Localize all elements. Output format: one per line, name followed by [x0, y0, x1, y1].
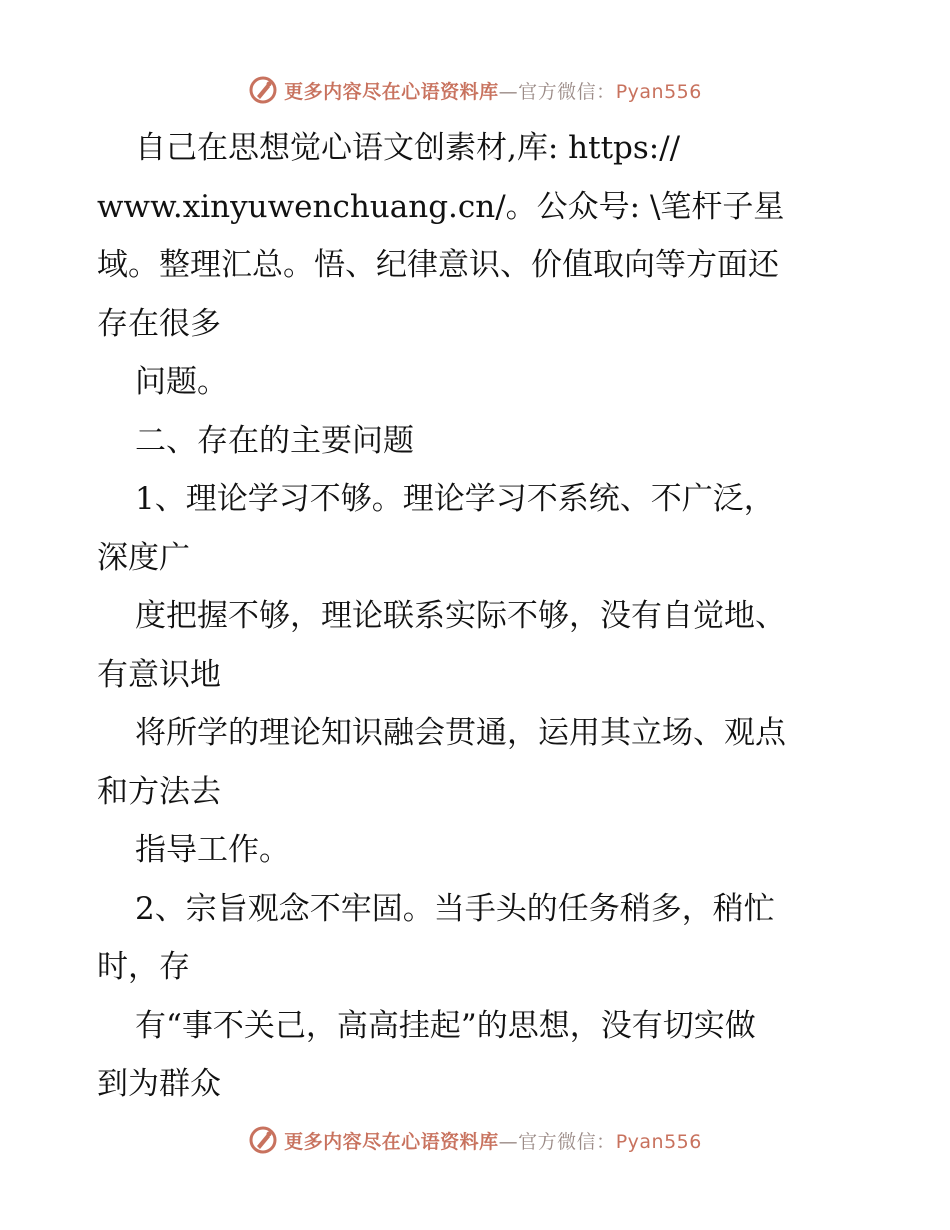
body-line: 有“事不关己，高高挂起”的思想，没有切实做 [135, 1007, 756, 1044]
body-line: 度把握不够，理论联系实际不够，没有自觉地、 [135, 598, 786, 634]
document-body [97, 119, 857, 1114]
body-line: 时，存 [97, 949, 190, 985]
body-line: 深度广 [97, 539, 190, 576]
body-line: 到为群众 [97, 1066, 221, 1102]
body-line: 域。整理汇总。悟、纪律意识、价值取向等方面还 [97, 247, 779, 283]
section-heading: 二、存在的主要问题 [135, 422, 414, 459]
pen-logo-icon [248, 1125, 278, 1155]
body-line: 2、宗旨观念不牢固。当手头的任务稍多，稍忙 [135, 890, 775, 927]
footer-watermark [0, 1120, 950, 1160]
watermark-text [284, 1127, 702, 1154]
watermark-middle: —官方微信： [498, 1130, 616, 1153]
body-line: www.xinyuwenchuang.cn/。公众号: \笔杆子星 [97, 188, 785, 225]
watermark-wechat-id: Pyan556 [615, 80, 702, 103]
body-line: 存在很多 [97, 305, 221, 342]
body-line: 指导工作。 [135, 832, 290, 868]
body-line: 将所学的理论知识融会贯通，运用其立场、观点 [135, 715, 786, 751]
header-watermark [0, 70, 950, 110]
body-line: 有意识地 [97, 656, 221, 693]
pen-logo-icon [248, 75, 278, 105]
body-line: 和方法去 [97, 773, 221, 810]
watermark-prefix: 更多内容尽在心语资料库 [284, 1130, 499, 1153]
body-line: 自己在思想觉心语文创素材,库: https:// [135, 130, 681, 166]
watermark-prefix: 更多内容尽在心语资料库 [284, 80, 499, 103]
watermark-wechat-id: Pyan556 [615, 1130, 702, 1153]
watermark-middle: —官方微信： [498, 80, 616, 103]
watermark-text [284, 77, 702, 104]
body-line: 问题。 [135, 364, 228, 400]
body-line: 1、理论学习不够。理论学习不系统、不广泛， [135, 481, 775, 517]
